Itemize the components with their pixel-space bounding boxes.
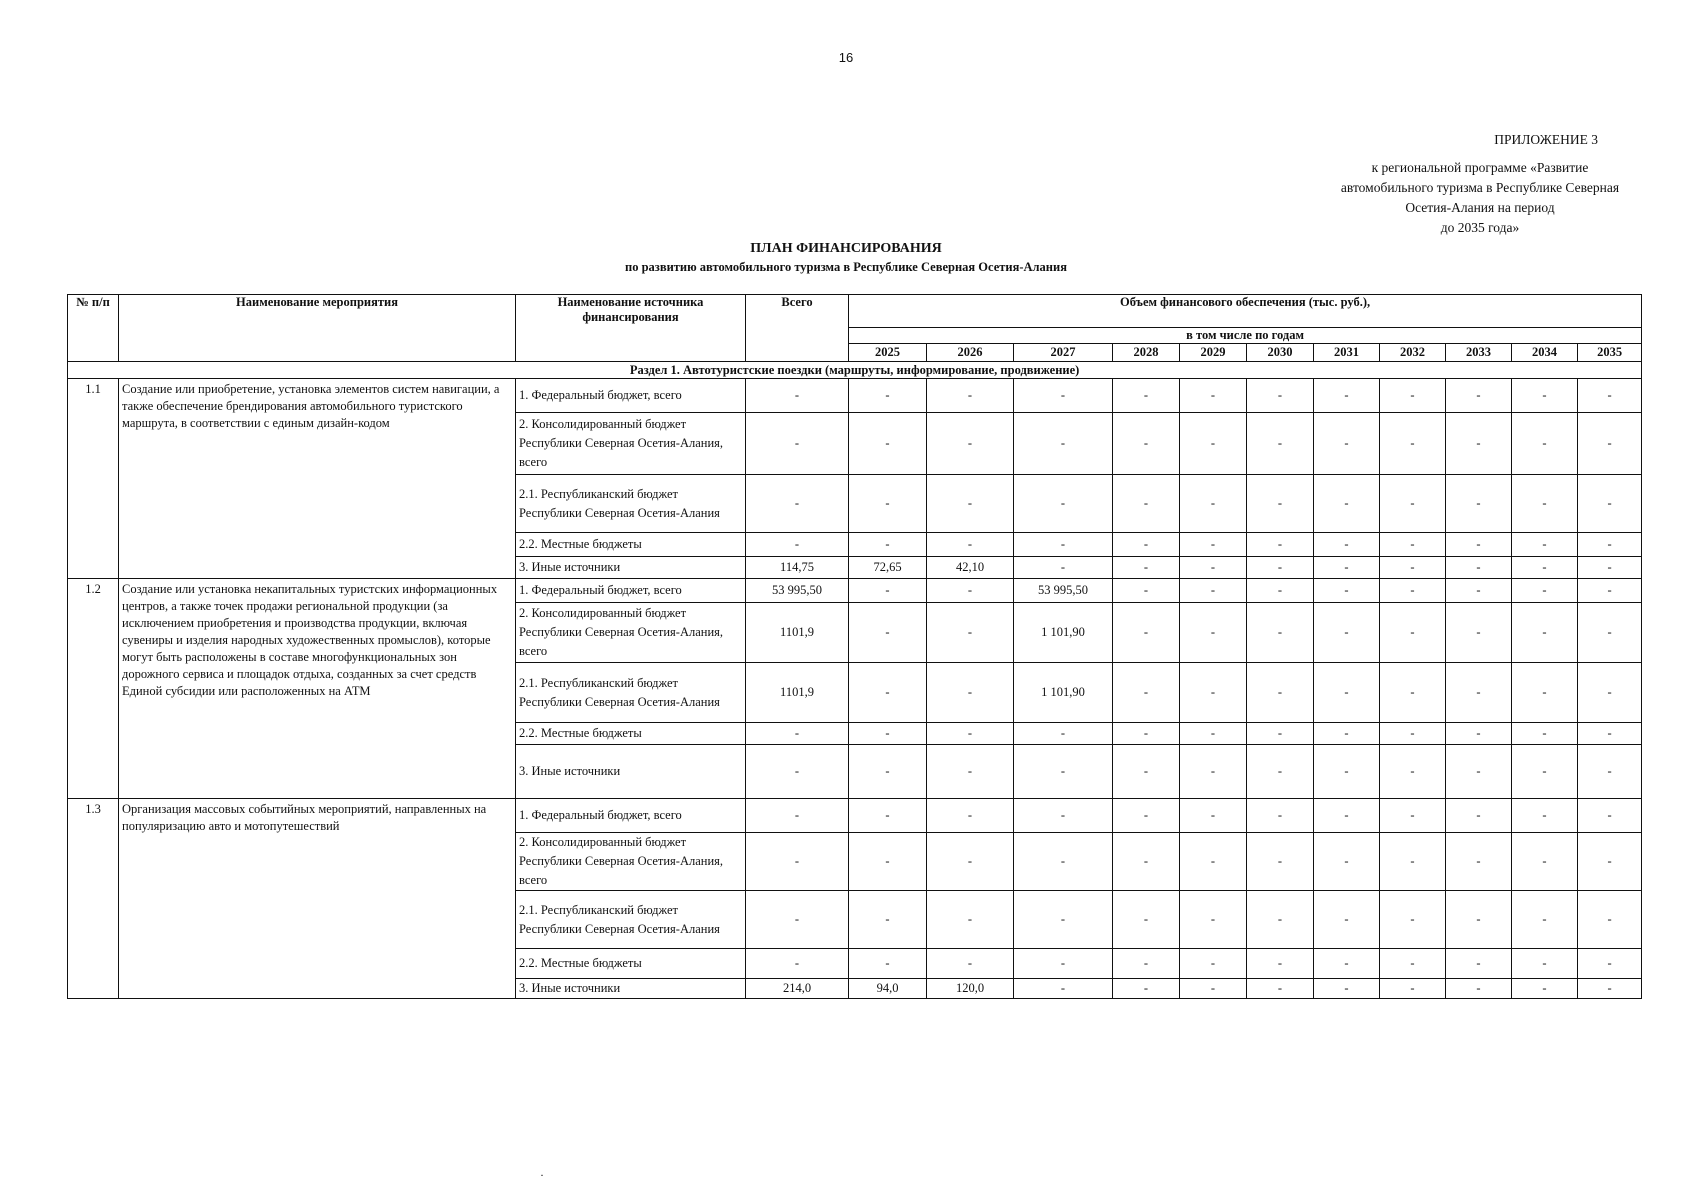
stray-dot: · — [540, 1168, 544, 1182]
funding-source: 3. Иные источники — [516, 745, 746, 799]
year-value: 1 101,90 — [1014, 603, 1113, 663]
funding-source: 2.1. Республиканский бюджет Республики Северная Осетия-Алания — [516, 891, 746, 949]
header-total: Всего — [746, 295, 849, 362]
year-value: - — [849, 579, 927, 603]
year-value: - — [1446, 891, 1512, 949]
year-value: - — [1446, 579, 1512, 603]
year-value: - — [1578, 557, 1642, 579]
plan-title: ПЛАН ФИНАНСИРОВАНИЯ — [750, 241, 942, 256]
year-value: - — [1113, 475, 1180, 533]
year-value: - — [1014, 949, 1113, 979]
funding-source: 1. Федеральный бюджет, всего — [516, 379, 746, 413]
year-header-cell: 2029 — [1180, 344, 1247, 362]
year-value: - — [1180, 603, 1247, 663]
year-value: - — [1014, 379, 1113, 413]
year-value: - — [1113, 557, 1180, 579]
header-by-years: в том числе по годам — [849, 328, 1642, 344]
total-value: - — [746, 891, 849, 949]
year-value: - — [1014, 723, 1113, 745]
year-header-cell: 2030 — [1247, 344, 1314, 362]
year-value: - — [1578, 745, 1642, 799]
year-value: - — [1314, 533, 1380, 557]
year-value: - — [1113, 745, 1180, 799]
year-value: - — [1512, 557, 1578, 579]
year-value: - — [1314, 891, 1380, 949]
year-header-cell: 2033 — [1446, 344, 1512, 362]
event-name: Организация массовых событийных мероприятий, направленных на популяризацию авто и мотопутешествий — [119, 799, 516, 999]
year-value: - — [1113, 579, 1180, 603]
year-value: - — [1180, 979, 1247, 999]
year-value: - — [849, 799, 927, 833]
total-value: 1101,9 — [746, 603, 849, 663]
year-value: - — [1578, 833, 1642, 891]
year-value: - — [1180, 579, 1247, 603]
year-value: - — [1314, 799, 1380, 833]
year-value: - — [1314, 475, 1380, 533]
year-value: - — [849, 723, 927, 745]
year-header-cell: 2026 — [927, 344, 1014, 362]
year-value: - — [1446, 603, 1512, 663]
year-value: - — [1247, 603, 1314, 663]
year-value: - — [1180, 891, 1247, 949]
year-value: - — [1180, 833, 1247, 891]
year-value: 94,0 — [849, 979, 927, 999]
year-value: - — [1380, 891, 1446, 949]
year-value: - — [927, 533, 1014, 557]
year-value: - — [1446, 413, 1512, 475]
event-name: Создание или приобретение, установка элементов систем навигации, а также обеспечение брендирования автомобильного туристского маршрута, в соответствии с единым дизайн-кодом — [119, 379, 516, 579]
year-value: 120,0 — [927, 979, 1014, 999]
table-row — [68, 579, 1642, 603]
funding-source: 2. Консолидированный бюджет Республики Северная Осетия-Алания, всего — [516, 833, 746, 891]
year-value: - — [1380, 413, 1446, 475]
year-value: - — [1578, 979, 1642, 999]
year-value: - — [1380, 979, 1446, 999]
year-value: - — [1247, 663, 1314, 723]
header-volume: Объем финансового обеспечения (тыс. руб.), — [849, 295, 1642, 328]
year-value: - — [1180, 413, 1247, 475]
funding-source: 1. Федеральный бюджет, всего — [516, 799, 746, 833]
year-value: - — [1314, 833, 1380, 891]
year-value: - — [849, 833, 927, 891]
year-value: - — [1247, 413, 1314, 475]
year-value: - — [1446, 745, 1512, 799]
year-header-cell: 2034 — [1512, 344, 1578, 362]
year-value: - — [1446, 475, 1512, 533]
year-value: - — [1113, 891, 1180, 949]
year-value: - — [1113, 799, 1180, 833]
year-value: - — [1512, 745, 1578, 799]
total-value: 114,75 — [746, 557, 849, 579]
year-value: - — [927, 891, 1014, 949]
year-value: - — [1314, 579, 1380, 603]
year-value: - — [1578, 579, 1642, 603]
year-value: - — [1380, 799, 1446, 833]
funding-source: 1. Федеральный бюджет, всего — [516, 579, 746, 603]
year-value: - — [1247, 557, 1314, 579]
year-value: - — [1180, 557, 1247, 579]
year-value: - — [1180, 533, 1247, 557]
year-value: - — [1247, 979, 1314, 999]
year-value: - — [1578, 799, 1642, 833]
total-value: - — [746, 413, 849, 475]
year-value: - — [1380, 833, 1446, 891]
total-value: - — [746, 475, 849, 533]
year-value: - — [1014, 979, 1113, 999]
item-number: 1.1 — [68, 379, 119, 579]
year-header-cell: 2035 — [1578, 344, 1642, 362]
year-value: - — [1314, 723, 1380, 745]
year-value: - — [1014, 799, 1113, 833]
year-value: - — [1247, 723, 1314, 745]
year-value: - — [1014, 413, 1113, 475]
year-value: - — [1314, 949, 1380, 979]
year-value: - — [1113, 979, 1180, 999]
year-value: - — [849, 603, 927, 663]
appendix-title: ПРИЛОЖЕНИЕ 3 — [1494, 132, 1598, 147]
year-value: - — [849, 475, 927, 533]
total-value: - — [746, 833, 849, 891]
year-value: - — [1247, 533, 1314, 557]
year-value: - — [1014, 833, 1113, 891]
year-value: - — [1446, 379, 1512, 413]
year-value: - — [927, 745, 1014, 799]
year-value: - — [1512, 833, 1578, 891]
funding-source: 2. Консолидированный бюджет Республики Северная Осетия-Алания, всего — [516, 603, 746, 663]
year-value: - — [1380, 557, 1446, 579]
year-value: - — [927, 475, 1014, 533]
year-header-cell: 2031 — [1314, 344, 1380, 362]
year-value: - — [1314, 979, 1380, 999]
year-value: - — [849, 663, 927, 723]
year-value: - — [927, 833, 1014, 891]
year-value: - — [1314, 379, 1380, 413]
year-value: - — [1512, 413, 1578, 475]
year-value: - — [1314, 413, 1380, 475]
year-value: - — [1446, 799, 1512, 833]
year-header-cell: 2032 — [1380, 344, 1446, 362]
plan-subtitle: по развитию автомобильного туризма в Республике Северная Осетия-Алания — [625, 260, 1067, 274]
funding-source: 2.2. Местные бюджеты — [516, 949, 746, 979]
funding-source: 2.2. Местные бюджеты — [516, 533, 746, 557]
year-header-cell: 2025 — [849, 344, 927, 362]
year-value: - — [1578, 475, 1642, 533]
year-value: - — [849, 533, 927, 557]
year-value: - — [1512, 663, 1578, 723]
year-value: - — [1180, 663, 1247, 723]
year-value: 1 101,90 — [1014, 663, 1113, 723]
year-value: - — [1180, 723, 1247, 745]
total-value: 1101,9 — [746, 663, 849, 723]
year-value: - — [1113, 603, 1180, 663]
year-header-cell: 2028 — [1113, 344, 1180, 362]
table-row — [68, 379, 1642, 413]
year-value: - — [1578, 379, 1642, 413]
year-value: - — [849, 949, 927, 979]
year-value: - — [1247, 799, 1314, 833]
year-value: - — [1446, 949, 1512, 979]
year-value: - — [1578, 533, 1642, 557]
year-value: - — [1512, 603, 1578, 663]
year-value: - — [1446, 533, 1512, 557]
year-value: - — [927, 949, 1014, 979]
year-value: - — [1512, 891, 1578, 949]
year-value: - — [1380, 533, 1446, 557]
year-value: 42,10 — [927, 557, 1014, 579]
funding-source: 3. Иные источники — [516, 979, 746, 999]
year-value: - — [1512, 379, 1578, 413]
year-value: - — [1578, 413, 1642, 475]
year-value: - — [1380, 603, 1446, 663]
year-value: - — [1247, 949, 1314, 979]
year-value: - — [927, 579, 1014, 603]
year-value: - — [1247, 745, 1314, 799]
total-value: 53 995,50 — [746, 579, 849, 603]
year-value: - — [1380, 723, 1446, 745]
year-value: - — [1578, 891, 1642, 949]
year-value: - — [1113, 723, 1180, 745]
funding-source: 3. Иные источники — [516, 557, 746, 579]
table-row — [68, 799, 1642, 833]
year-value: - — [1014, 557, 1113, 579]
item-number: 1.3 — [68, 799, 119, 999]
total-value: - — [746, 799, 849, 833]
year-value: - — [1014, 891, 1113, 949]
year-value: 53 995,50 — [1014, 579, 1113, 603]
year-value: - — [1380, 663, 1446, 723]
year-value: - — [1446, 833, 1512, 891]
year-value: - — [1578, 723, 1642, 745]
year-value: - — [1113, 663, 1180, 723]
year-value: 72,65 — [849, 557, 927, 579]
year-value: - — [1446, 723, 1512, 745]
year-value: - — [1512, 723, 1578, 745]
year-value: - — [1180, 475, 1247, 533]
year-value: - — [1247, 579, 1314, 603]
year-value: - — [1014, 475, 1113, 533]
total-value: - — [746, 723, 849, 745]
event-name: Создание или установка некапитальных туристских информационных центров, а также точек продажи региональной продукции (за исключением приобретения и производства продукции, включая сувениры и изделия народных художественных промыслов), которые могут быть расположены в составе многофункциональных зон дорожного сервиса и площадок отдыха, созданных за счет средств Единой субсидии или расположенных на АТМ — [119, 579, 516, 799]
year-value: - — [1314, 603, 1380, 663]
funding-source: 2.1. Республиканский бюджет Республики Северная Осетия-Алания — [516, 663, 746, 723]
year-value: - — [1380, 379, 1446, 413]
year-value: - — [1512, 475, 1578, 533]
year-value: - — [927, 603, 1014, 663]
year-value: - — [1446, 979, 1512, 999]
item-number: 1.2 — [68, 579, 119, 799]
year-value: - — [1113, 413, 1180, 475]
year-value: - — [1113, 379, 1180, 413]
total-value: - — [746, 745, 849, 799]
total-value: 214,0 — [746, 979, 849, 999]
header-source: Наименование источника финансирования — [516, 295, 746, 362]
year-value: - — [1512, 949, 1578, 979]
year-value: - — [849, 379, 927, 413]
year-value: - — [1247, 833, 1314, 891]
year-value: - — [927, 379, 1014, 413]
year-value: - — [927, 663, 1014, 723]
year-value: - — [1314, 557, 1380, 579]
page-number: 16 — [838, 50, 854, 65]
year-value: - — [927, 799, 1014, 833]
year-value: - — [1446, 663, 1512, 723]
year-value: - — [1446, 557, 1512, 579]
year-value: - — [1180, 379, 1247, 413]
year-value: - — [1247, 379, 1314, 413]
plan-title-block — [0, 240, 1692, 276]
total-value: - — [746, 379, 849, 413]
year-value: - — [1512, 579, 1578, 603]
year-value: - — [927, 413, 1014, 475]
year-value: - — [1180, 799, 1247, 833]
funding-source: 2.2. Местные бюджеты — [516, 723, 746, 745]
year-value: - — [1014, 533, 1113, 557]
year-value: - — [1014, 745, 1113, 799]
year-value: - — [1578, 603, 1642, 663]
year-value: - — [1113, 949, 1180, 979]
year-value: - — [849, 745, 927, 799]
total-value: - — [746, 949, 849, 979]
appendix-note — [1310, 130, 1650, 238]
appendix-line: к региональной программе «Развитие — [1371, 160, 1589, 175]
year-value: - — [1512, 979, 1578, 999]
section-title: Раздел 1. Автотуристские поездки (маршруты, информирование, продвижение) — [68, 362, 1642, 379]
year-value: - — [1314, 663, 1380, 723]
header-num: № п/п — [68, 295, 119, 362]
funding-source: 2. Консолидированный бюджет Республики Северная Осетия-Алания, всего — [516, 413, 746, 475]
financing-table — [67, 294, 1642, 999]
appendix-line: Осетия-Алания на период — [1405, 200, 1555, 215]
year-value: - — [1113, 833, 1180, 891]
header-event: Наименование мероприятия — [119, 295, 516, 362]
year-value: - — [1180, 745, 1247, 799]
year-value: - — [1314, 745, 1380, 799]
year-value: - — [1180, 949, 1247, 979]
appendix-line: автомобильного туризма в Республике Северная — [1340, 180, 1620, 195]
year-value: - — [927, 723, 1014, 745]
year-value: - — [1512, 533, 1578, 557]
year-value: - — [1578, 663, 1642, 723]
appendix-line: до 2035 года» — [1440, 220, 1520, 235]
year-value: - — [1247, 475, 1314, 533]
funding-source: 2.1. Республиканский бюджет Республики Северная Осетия-Алания — [516, 475, 746, 533]
year-value: - — [1380, 949, 1446, 979]
year-value: - — [849, 891, 927, 949]
year-value: - — [1380, 745, 1446, 799]
year-value: - — [849, 413, 927, 475]
total-value: - — [746, 533, 849, 557]
year-value: - — [1380, 475, 1446, 533]
year-value: - — [1247, 891, 1314, 949]
year-value: - — [1512, 799, 1578, 833]
year-header-cell: 2027 — [1014, 344, 1113, 362]
year-value: - — [1578, 949, 1642, 979]
year-value: - — [1113, 533, 1180, 557]
year-value: - — [1380, 579, 1446, 603]
